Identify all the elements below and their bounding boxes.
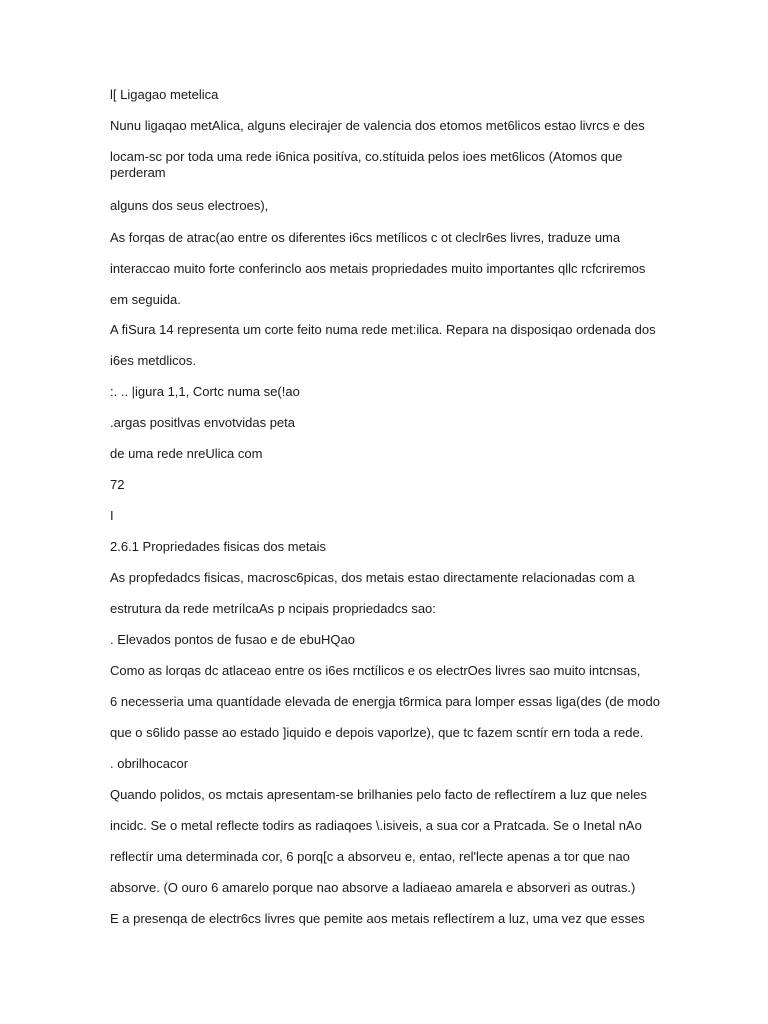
figure-caption-line: :. .. |igura 1,1, Cortc numa se(!ao [110, 384, 300, 399]
paragraph-line: A fiSura 14 representa um corte feito numa rede met:ilica. Repara na disposiqao ordenada dos [110, 322, 656, 337]
stray-mark: I [110, 508, 114, 523]
figure-caption-line: .argas positlvas envotvidas peta [110, 415, 295, 430]
paragraph-line: que o s6lido passe ao estado ]iquido e depois vaporlze), que tc fazem scntír ern toda a rede. [110, 725, 644, 740]
paragraph-line: interaccao muito forte conferinclo aos metais propriedades muito importantes qllc rcfcriremos [110, 261, 646, 276]
paragraph-line: alguns dos seus electroes), [110, 198, 269, 213]
list-item-heading: . obrilhocacor [110, 756, 189, 771]
figure-caption-line: de uma rede nreUlica com [110, 446, 263, 461]
subsection-heading: 2.6.1 Propriedades fisicas dos metais [110, 539, 327, 554]
paragraph-line: incidc. Se o metal reflecte todirs as radiaqoes \.isiveis, a sua cor a Pratcada. Se o Inetal nAo [110, 818, 642, 833]
paragraph-line: reflectír uma determinada cor, 6 porq[c a absorveu e, entao, rel'lecte apenas a tor que nao [110, 849, 630, 864]
paragraph-line: em seguida. [110, 292, 181, 307]
section-heading: l[ Ligagao metelica [110, 87, 219, 102]
list-item-heading: . Elevados pontos de fusao e de ebuHQao [110, 632, 356, 647]
paragraph-line: Quando polidos, os mctais apresentam-se brilhanies pelo facto de reflectírem a luz que neles [110, 787, 647, 802]
paragraph-line: E a presenqa de electr6cs livres que pemite aos metais reflectírem a luz, uma vez que esses [110, 911, 645, 926]
paragraph-line: locam-sc por toda uma rede i6nica positíva, co.stítuida pelos ioes met6licos (Atomos que perderam [110, 149, 623, 180]
paragraph-line: Como as lorqas dc atlaceao entre os i6es rnctílicos e os electrOes livres sao muito intcnsas, [110, 663, 641, 678]
page-number: 72 [110, 477, 125, 492]
paragraph-line: As forqas de atrac(ao entre os diferentes i6cs metílicos c ot cleclr6es livres, traduze uma [110, 230, 621, 245]
paragraph-line: estrutura da rede metrílcaAs p ncipais propriedadcs sao: [110, 601, 436, 616]
paragraph-line: 6 necesseria uma quantídade elevada de energja t6rmica para lomper essas liga(des (de modo [110, 694, 660, 709]
paragraph-line: absorve. (O ouro 6 amarelo porque nao absorve a ladiaeao amarela e absorveri as outras.) [110, 880, 636, 895]
paragraph-line: As propfedadcs fisicas, macrosc6picas, dos metais estao directamente relacionadas com a [110, 570, 635, 585]
paragraph-line: Nunu ligaqao metAlica, alguns elecirajer de valencia dos etomos met6licos estao livrcs e des [110, 118, 645, 133]
paragraph-line: i6es metdlicos. [110, 353, 196, 368]
